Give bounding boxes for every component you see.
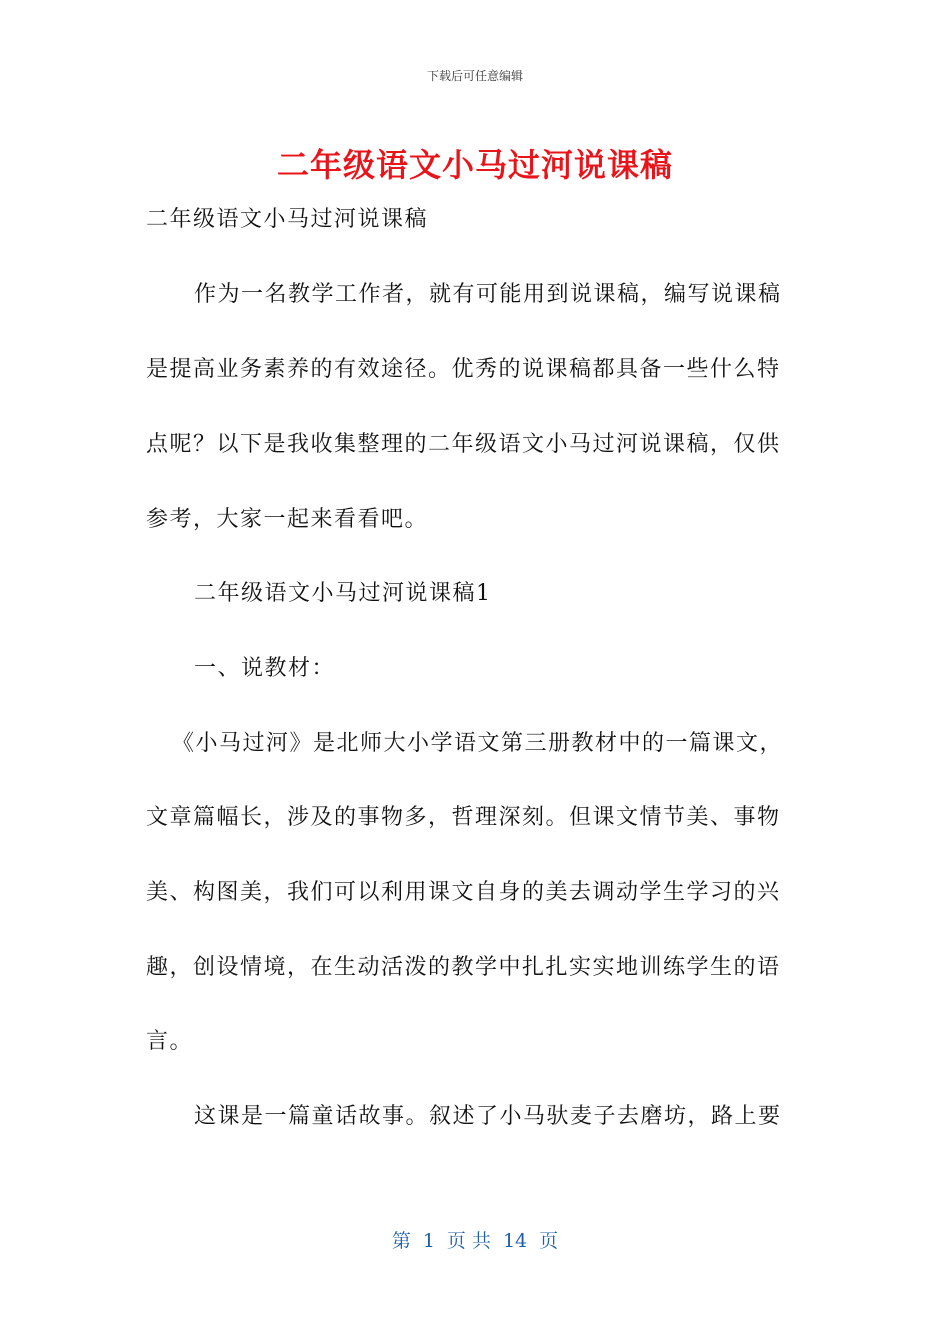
paragraph-line: 点呢？以下是我收集整理的二年级语文小马过河说课稿，仅供 <box>146 432 781 457</box>
paragraph-line: 是提高业务素养的有效途径。优秀的说课稿都具备一些什么特 <box>146 357 781 382</box>
footer-middle: 页 共 <box>446 1230 491 1252</box>
footer-suffix: 页 <box>539 1230 559 1252</box>
paragraph-line: 《小马过河》是北师大小学语文第三册教材中的一篇课文， <box>172 731 784 756</box>
paragraph-line: 参考，大家一起来看看吧。 <box>146 507 429 532</box>
paragraph-line: 文章篇幅长，涉及的事物多，哲理深刻。但课文情节美、事物 <box>146 805 781 830</box>
footer-prefix: 第 <box>391 1230 411 1252</box>
footer-total-pages: 14 <box>502 1230 528 1252</box>
subtitle-line: 二年级语文小马过河说课稿 <box>146 207 429 232</box>
footer-page-number: 1 <box>422 1230 435 1252</box>
document-title: 二年级语文小马过河说课稿 <box>276 146 673 184</box>
section-heading: 二年级语文小马过河说课稿1 <box>194 581 492 606</box>
subsection-heading: 一、说教材： <box>194 656 336 681</box>
paragraph-line: 作为一名教学工作者，就有可能用到说课稿，编写说课稿 <box>194 282 782 307</box>
paragraph-line: 言。 <box>146 1029 194 1054</box>
paragraph-line: 这课是一篇童话故事。叙述了小马驮麦子去磨坊，路上要 <box>194 1104 782 1129</box>
paragraph-line: 美、构图美，我们可以利用课文自身的美去调动学生学习的兴 <box>146 880 781 905</box>
paragraph-line: 趣，创设情境，在生动活泼的教学中扎扎实实地训练学生的语 <box>146 955 781 980</box>
page-footer <box>0 1226 950 1253</box>
header-note: 下载后可任意编辑 <box>426 69 523 83</box>
